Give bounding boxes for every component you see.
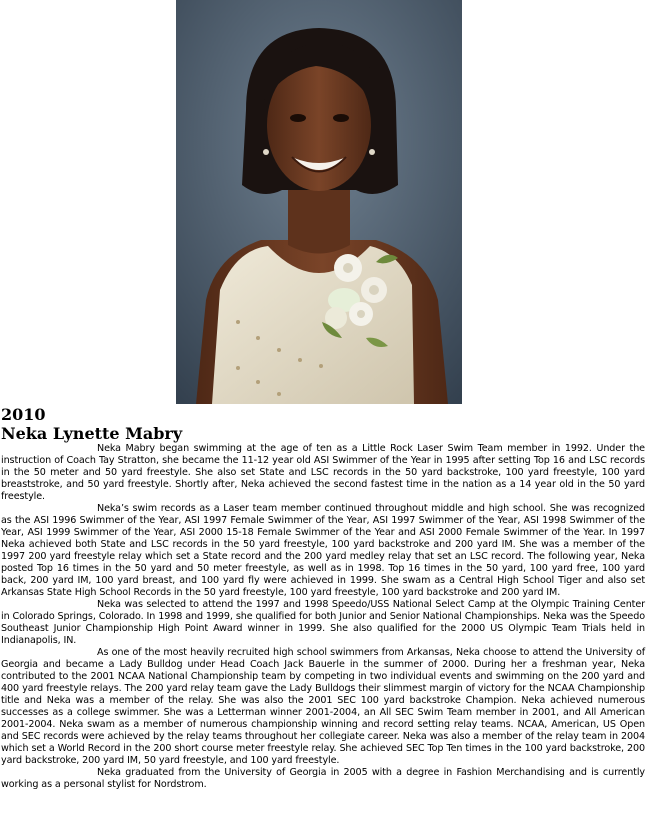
bio-paragraph-2: Neka’s swim records as a Laser team member continued throughout middle and high school. She was recognized as the ASI 1996 Swimmer of the Year, ASI 1997 Female Swimmer of the Year, ASI 1997 Swimmer of the Year, ASI 1998 Swimmer of the Year, ASI 1999 Swimmer of the Year, ASI 2000 15-18 Female Swimmer of the Year and ASI 2000 Female Swimmer of the Year. In 1997 Neka achieved both State and LSC records in the 50 yard freestyle, 100 yard backstroke and 200 yard IM. She was a member of the 1997 200 yard freestyle relay which set a State record and the 200 yard medley relay that set an LSC record. The following year, Neka posted Top 16 times in the 50 yard and 50 meter freestyle, as well as in 1998. Top 16 times in the 50 yard, 100 yard free, 100 yard back, 200 yard IM, 100 yard breast, and 100 yard fly were achieved in 1999. She swam as a Central High School Tiger and also set Arkansas State High School Records in the 50 yard freestyle, 100 yard freestyle, 100 yard backstroke and 200 yard IM. xyxy=(1,503,645,598)
portrait-photo-icon xyxy=(176,0,462,404)
induction-year: 2010 xyxy=(1,405,46,424)
inductee-heading xyxy=(1,405,182,443)
bio-paragraph-4: As one of the most heavily recruited high school swimmers from Arkansas, Neka choose to attend the University of Georgia and became a Lady Bulldog under Head Coach Jack Bauerle in the summer of 2000. During her a freshman year, Neka contributed to the 2001 NCAA National Championship team by competing in two individual events and swimming on the 200 yard and 400 yard freestyle relays. The 200 yard relay team gave the Lady Bulldogs their slimmest margin of victory for the NCAA Championship title and Neka was a member of the relay. She was also the 2001 SEC 100 yard backstroke Champion. Neka achieved numerous successes as a college swimmer. She was a Letterman winner 2001-2004, an All SEC Swim Team member in 2001, and All American 2001-2004. Neka swam as a member of numerous championship winning and record setting relay teams. NCAA, American, US Open and SEC records were achieved by the relay teams throughout her collegiate career. Neka was also a member of the relay team in 2004 which set a World Record in the 200 short course meter freestyle relay. She achieved SEC Top Ten times in the 100 yard backstroke, 200 yard backstroke, 200 yard IM, 50 yard freestyle, and 100 yard freestyle. xyxy=(1,647,645,766)
bio-paragraph-3: Neka was selected to attend the 1997 and 1998 Speedo/USS National Select Camp at the Olympic Training Center in Colorado Springs, Colorado. In 1998 and 1999, she qualified for both Junior and Senior National Championships. Neka was the Speedo Southeast Junior Championship High Point Award winner in 1999. She also qualified for the 2000 US Olympic Team Trials held in Indianapolis, IN. xyxy=(1,599,645,646)
portrait-photo xyxy=(176,0,462,404)
inductee-name: Neka Lynette Mabry xyxy=(1,424,183,443)
biography xyxy=(1,443,645,791)
bio-paragraph-1: Neka Mabry began swimming at the age of ten as a Little Rock Laser Swim Team member in 1992. Under the instruction of Coach Tay Stratton, she became the 11-12 year old ASI Swimmer of the Year in 1995 after setting Top 16 and LSC records in the 50 meter and 50 yard freestyle. She also set State and LSC records in the 50 yard backstroke, 100 yard freestyle, 100 yard breaststroke, and 50 yard freestyle. Shortly after, Neka achieved the second fastest time in the nation as a 14 year old in the 50 yard freestyle. xyxy=(1,443,645,502)
bio-paragraph-5: Neka graduated from the University of Georgia in 2005 with a degree in Fashion Merchandising and is currently working as a personal stylist for Nordstrom. xyxy=(1,767,645,790)
